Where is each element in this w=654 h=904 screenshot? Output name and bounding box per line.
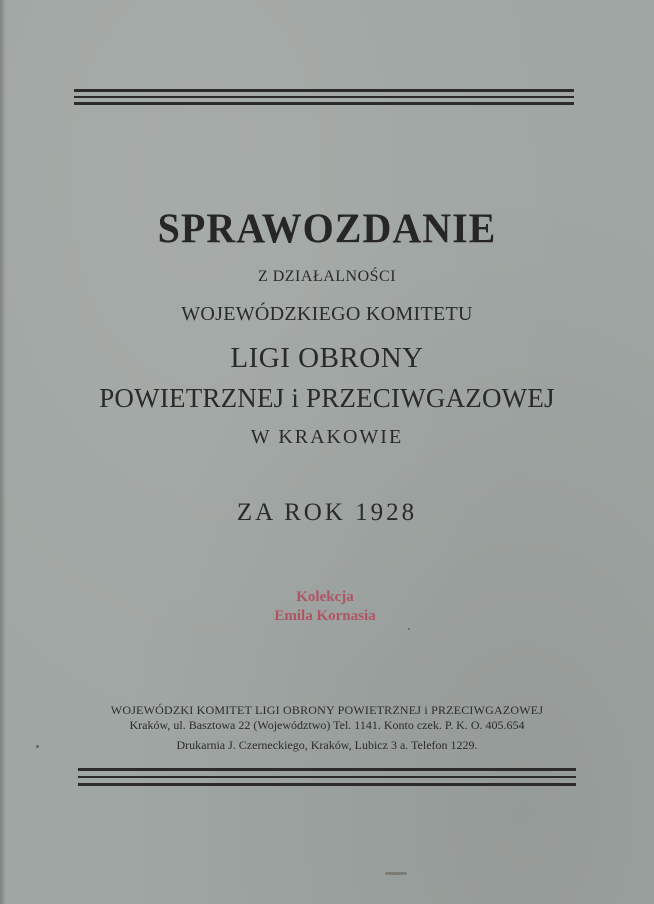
- paper-speck: [408, 628, 410, 630]
- subtitle-line-3: LIGI OBRONY: [230, 342, 424, 374]
- bottom-decorative-rules: [78, 768, 576, 788]
- printer-line: Drukarnia J. Czerneckiego, Kraków, Lubicz 3 a. Telefon 1229.: [176, 738, 478, 752]
- subtitle-line-5: W KRAKOWIE: [250, 426, 404, 448]
- bottom-rule-1: [78, 768, 576, 771]
- paper-mark: [385, 872, 407, 875]
- collection-stamp-line-1: Kolekcja: [296, 589, 354, 605]
- top-rule-3: [74, 102, 574, 105]
- subtitle-line-2: WOJEWÓDZKIEGO KOMITETU: [181, 303, 473, 325]
- top-decorative-rules: [74, 89, 574, 107]
- top-rule-2: [74, 96, 574, 98]
- bottom-rule-2: [78, 776, 576, 778]
- address-line: Kraków, ul. Basztowa 22 (Województwo) Tel. 1141. Konto czek. P. K. O. 405.654: [129, 718, 525, 732]
- document-title: SPRAWOZDANIE: [157, 204, 497, 253]
- subtitle-line-1: Z DZIAŁALNOŚCI: [257, 268, 397, 285]
- publisher-line: WOJEWÓDZKI KOMITET LIGI OBRONY POWIETRZNEJ i PRZECIWGAZOWEJ: [110, 703, 544, 717]
- collection-stamp-line-2: Emila Kornasia: [274, 608, 376, 624]
- top-rule-1: [74, 89, 574, 92]
- subtitle-line-4: POWIETRZNEJ i PRZECIWGAZOWEJ: [99, 383, 555, 413]
- cover-edge-shadow: [0, 0, 6, 904]
- bottom-rule-3: [78, 783, 576, 786]
- report-year: ZA ROK 1928: [236, 499, 418, 526]
- paper-speck: [36, 745, 39, 748]
